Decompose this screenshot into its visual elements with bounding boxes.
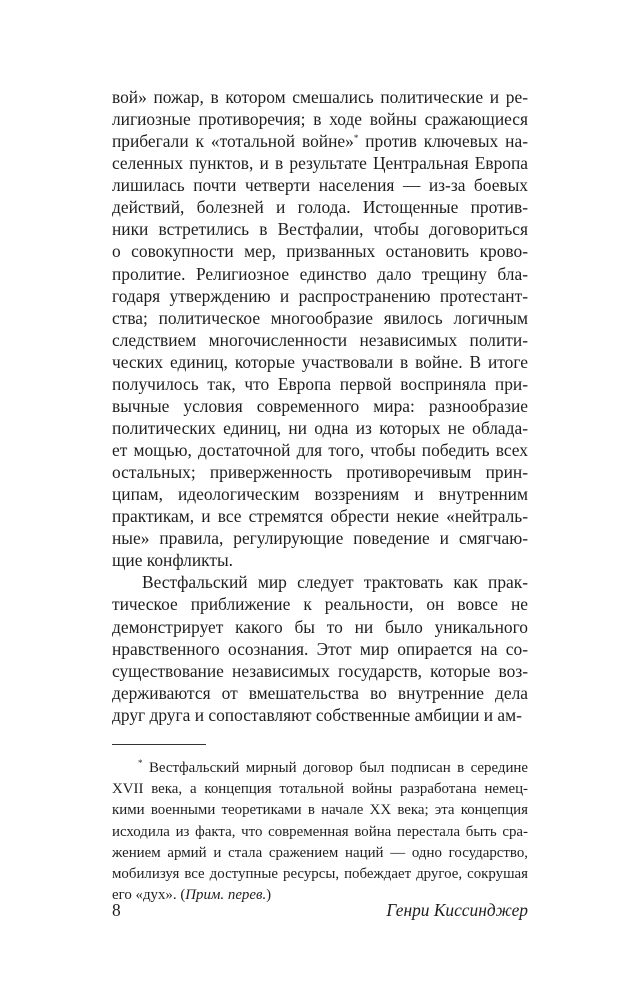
running-author: Генри Киссинджер bbox=[386, 900, 528, 920]
text-line: ства; политическое многообразие явилось логичным bbox=[112, 307, 528, 328]
footnote bbox=[112, 758, 528, 906]
text-line: вой» пожар, в котором смешались политические и ре- bbox=[112, 87, 528, 107]
footnote-line: XVII века, а концепция тотальной войны разработана немец- bbox=[112, 781, 528, 798]
text-line: селенных пунктов, и в результате Центральная Европа bbox=[112, 153, 528, 174]
text-line: вычные условия современного мира: разнообразие bbox=[112, 395, 528, 416]
text-line: остальных; приверженность противоречивым прин- bbox=[112, 462, 528, 483]
footnote-reference: * bbox=[353, 133, 359, 144]
text-line: друг друга и сопоставляют собственные амбиции и ам- bbox=[112, 704, 522, 725]
text-line: пролитие. Религиозное единство дало трещину бла- bbox=[112, 263, 528, 284]
text-line: ники встретились в Вестфалии, чтобы договориться bbox=[112, 219, 528, 240]
text-line: держиваются от вмешательства во внутренние дела bbox=[112, 682, 528, 703]
footnote-line bbox=[112, 758, 528, 779]
text-line: ципам, идеологическим воззрениям и внутренним bbox=[112, 484, 528, 505]
text-segment: прибегали к «тотальной войне» bbox=[112, 131, 354, 152]
text-line: ные» правила, регулирующие поведение и смягчаю- bbox=[112, 528, 528, 549]
text-line: ческих единиц, которые участвовали в войне. В итоге bbox=[112, 351, 528, 372]
text-segment: его «дух». ( bbox=[112, 887, 186, 904]
footnote-divider bbox=[112, 744, 206, 745]
text-line: существование независимых государств, которые воз- bbox=[112, 660, 528, 681]
text-line: щие конфликты. bbox=[112, 550, 234, 571]
text-line: политических единиц, ни одна из которых не облада- bbox=[112, 417, 528, 438]
text-line: практикам, и все стремятся обрести некие «нейтраль- bbox=[112, 506, 528, 527]
footnote-line: исходила из факта, что современная война перестала быть сра- bbox=[112, 823, 528, 840]
text-line: тическое приближение к реальности, он вовсе не bbox=[112, 594, 528, 615]
text-line: следствием многочисленности независимых полити- bbox=[112, 329, 528, 350]
text-line: о совокупности мер, призванных остановить крово- bbox=[112, 241, 528, 262]
text-line: демонстрирует какого бы то ни было уникального bbox=[112, 616, 528, 637]
page-footer bbox=[112, 900, 528, 921]
text-line: нравственного осознания. Этот мир опирается на со- bbox=[112, 638, 528, 659]
text-line bbox=[112, 130, 528, 152]
footnote-mark: * bbox=[138, 758, 143, 768]
text-segment: против ключевых на- bbox=[358, 131, 528, 152]
footnote-line: жением армий и стала сражением наций — одно государство, bbox=[112, 844, 528, 861]
text-segment: Вестфальский мирный договор был подписан в середине bbox=[148, 760, 528, 776]
text-line: годаря утверждению и распространению протестант- bbox=[112, 285, 528, 306]
text-segment: ) bbox=[266, 887, 272, 904]
text-line: Вестфальский мир следует трактовать как прак- bbox=[142, 572, 528, 593]
text-line: ет мощью, достаточной для того, чтобы победить всех bbox=[112, 440, 528, 460]
footnote-line: мобилизуя все доступные ресурсы, побеждает другое, сокрушая bbox=[112, 866, 528, 883]
text-line: лишилась почти четверти населения — из-за боевых bbox=[112, 175, 528, 196]
translator-note: Прим. перев. bbox=[185, 887, 267, 904]
page-number: 8 bbox=[112, 900, 121, 920]
footnote-line: кими военными теоретиками в начале XX века; эта концепция bbox=[112, 802, 528, 819]
text-line: лигиозные противоречия; в ходе войны сражающиеся bbox=[112, 109, 528, 130]
text-line: получилось так, что Европа первой восприняла при- bbox=[112, 373, 528, 394]
main-text bbox=[112, 86, 528, 726]
text-line: действий, болезней и голода. Истощенные против- bbox=[112, 197, 528, 218]
